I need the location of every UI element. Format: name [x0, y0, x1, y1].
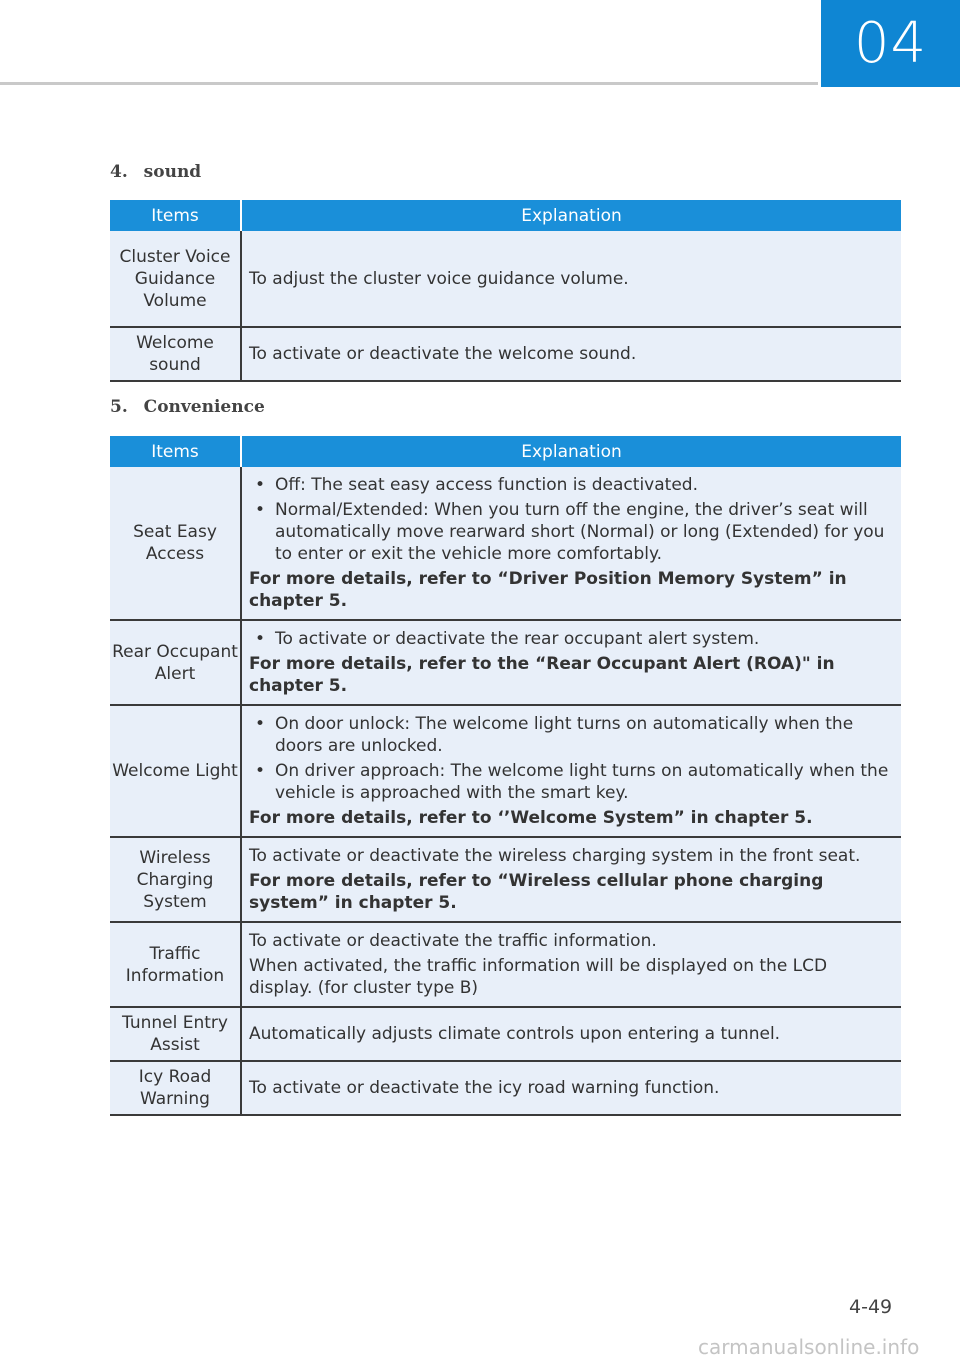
- row-explanation: [241, 231, 901, 327]
- row-item-label: Seat Easy Access: [110, 467, 241, 620]
- row-explanation: [241, 327, 901, 381]
- watermark: carmanualsonline.info: [698, 1335, 920, 1359]
- reference-note: For more details, refer to the “Rear Occupant Alert (ROA)" in chapter 5.: [249, 654, 835, 696]
- header-rule: [0, 82, 818, 85]
- table-row: [110, 922, 901, 1007]
- row-explanation: [241, 620, 901, 705]
- table-header-row: [110, 200, 901, 231]
- table-header-row: [110, 436, 901, 467]
- explanation-text: When activated, the traffic information will be displayed on the LCD display. (for cluster type B): [249, 956, 828, 998]
- column-header-items: Items: [110, 436, 241, 467]
- table-row: [110, 620, 901, 705]
- row-item-label: Rear Occupant Alert: [110, 620, 241, 705]
- section-number: 4.: [110, 162, 128, 182]
- bullet-item: • On door unlock: The welcome light turns on automatically when the doors are unlocked.: [249, 713, 895, 757]
- chapter-tab: 04: [821, 0, 960, 87]
- column-header-explanation: Explanation: [241, 436, 901, 467]
- section-heading-sound: [110, 162, 201, 182]
- row-explanation: [241, 705, 901, 837]
- reference-note: For more details, refer to ‘’Welcome System” in chapter 5.: [249, 808, 813, 828]
- table-row: [110, 327, 901, 381]
- row-explanation: [241, 467, 901, 620]
- column-header-explanation: Explanation: [241, 200, 901, 231]
- row-item-label: Traffic Information: [110, 922, 241, 1007]
- explanation-text: To activate or deactivate the wireless charging system in the front seat.: [249, 846, 861, 866]
- row-explanation: [241, 1007, 901, 1061]
- table-row: [110, 1061, 901, 1115]
- row-explanation: [241, 837, 901, 922]
- table-row: [110, 231, 901, 327]
- explanation-text: To activate or deactivate the traffic information.: [249, 931, 657, 951]
- section-number: 5.: [110, 397, 128, 417]
- row-item-label: Cluster Voice Guidance Volume: [110, 231, 241, 327]
- section-title: sound: [143, 162, 202, 182]
- row-item-label: Welcome Light: [110, 705, 241, 837]
- convenience-table: [110, 436, 901, 1116]
- explanation-text: To activate or deactivate the welcome sound.: [249, 344, 637, 364]
- row-explanation: [241, 1061, 901, 1115]
- bullet-item: • Off: The seat easy access function is deactivated.: [249, 474, 895, 496]
- row-item-label: Wireless Charging System: [110, 837, 241, 922]
- row-item-label: Icy Road Warning: [110, 1061, 241, 1115]
- bullet-item: • On driver approach: The welcome light turns on automatically when the vehicle is approached with the smart key.: [249, 760, 895, 804]
- table-row: [110, 705, 901, 837]
- explanation-text: To adjust the cluster voice guidance volume.: [249, 268, 629, 289]
- bullet-item: • Normal/Extended: When you turn off the engine, the driver’s seat will automatically move rearward short (Normal) or long (Extended) for you to enter or exit the vehicle more comfortably.: [249, 499, 895, 565]
- section-heading-convenience: [110, 397, 265, 417]
- column-header-items: Items: [110, 200, 241, 231]
- reference-note: For more details, refer to “Driver Position Memory System” in chapter 5.: [249, 569, 847, 611]
- row-item-label: Tunnel Entry Assist: [110, 1007, 241, 1061]
- section-title: Convenience: [143, 397, 265, 417]
- bullet-item: • To activate or deactivate the rear occupant alert system.: [249, 628, 895, 650]
- page-number: 4-49: [849, 1296, 893, 1318]
- sound-table: [110, 200, 901, 382]
- explanation-text: Automatically adjusts climate controls upon entering a tunnel.: [249, 1024, 781, 1044]
- table-row: [110, 467, 901, 620]
- reference-note: For more details, refer to “Wireless cellular phone charging system” in chapter 5.: [249, 871, 824, 913]
- row-item-label: Welcome sound: [110, 327, 241, 381]
- table-row: [110, 1007, 901, 1061]
- explanation-text: To activate or deactivate the icy road warning function.: [249, 1078, 720, 1098]
- row-explanation: [241, 922, 901, 1007]
- table-row: [110, 837, 901, 922]
